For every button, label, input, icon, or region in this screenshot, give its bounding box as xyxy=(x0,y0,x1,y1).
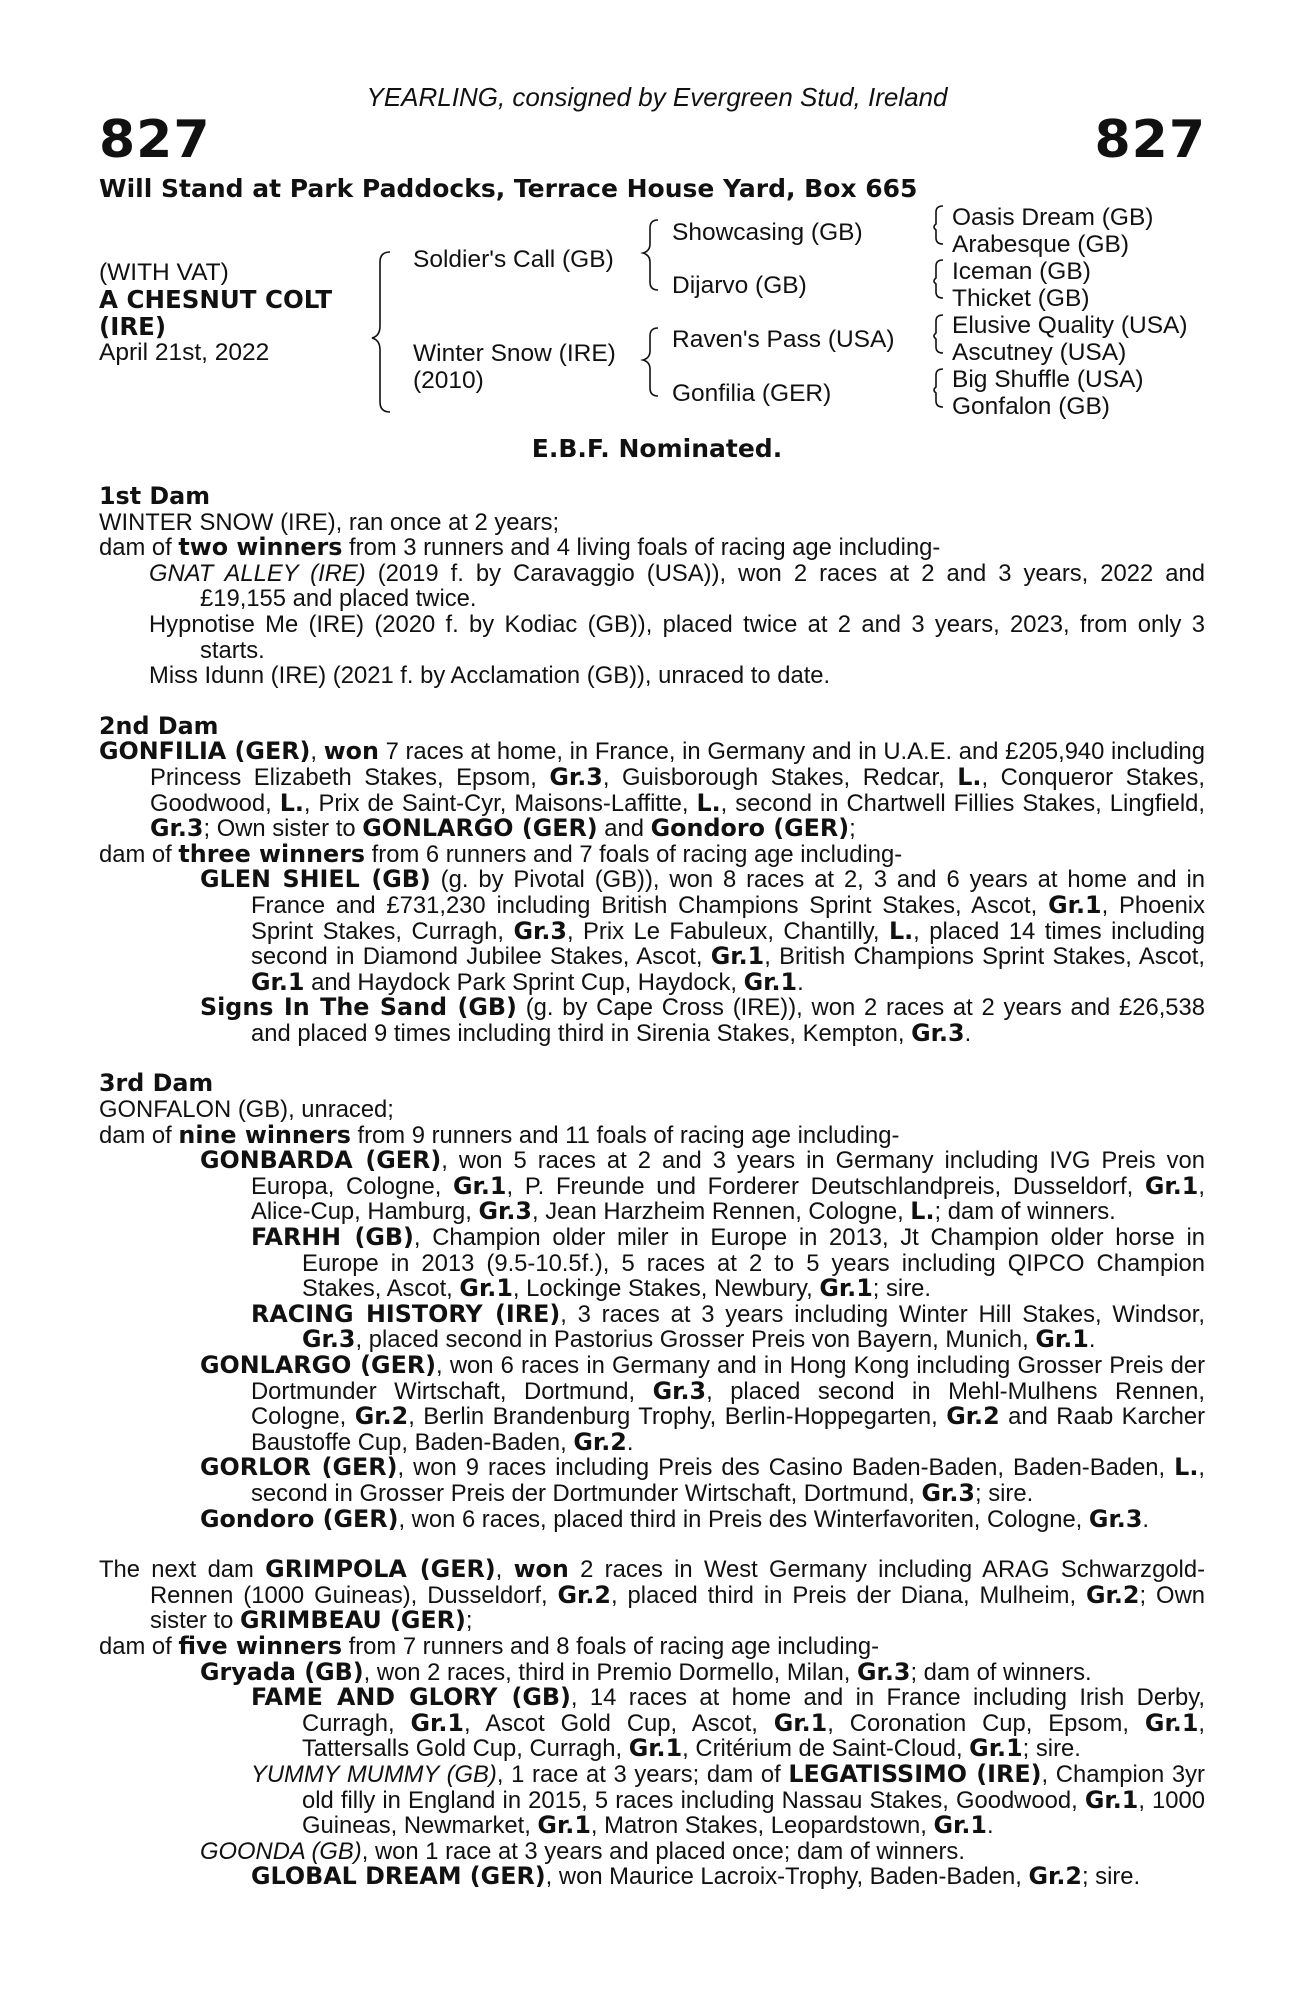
produce-entry: GLEN SHIEL (GB) (g. by Pivotal (GB)), won 8 races at 2, 3 and 6 years at home and in France and £731,230 including British Champions Sprint Stakes, Ascot, Gr.1, Phoenix Sprint Stakes, Curragh, Gr.3, Prix Le Fabuleux, Chantilly, L., placed 14 times including second in Diamond Jubilee Stakes, Ascot, Gr.1, British Champions Sprint Stakes, Ascot, Gr.1 and Haydock Park Sprint Cup, Haydock, Gr.1. xyxy=(200,865,1205,996)
g3-ancestor: Arabesque (GB) xyxy=(952,231,1130,258)
sire-sire-name: Showcasing (GB) xyxy=(672,219,863,246)
produce-entry: Miss Idunn (IRE) (2021 f. by Acclamation (GB)), unraced to date. xyxy=(149,662,831,690)
g3-bracket-2 xyxy=(934,260,943,298)
produce-entry: Gondoro (GER), won 6 races, placed third in Preis des Winterfavoriten, Cologne, Gr.3. xyxy=(200,1504,1150,1533)
produce-entry: Signs In The Sand (GB) (g. by Cape Cross (IRE)), won 2 races at 2 years and £26,538 and placed 9 times including third in Sirenia Stakes, Kempton, Gr.3. xyxy=(200,993,1206,1047)
g3-ancestor: Iceman (GB) xyxy=(952,258,1091,285)
horse-name: GNAT ALLEY (IRE) xyxy=(149,559,366,587)
g3-bracket-4 xyxy=(934,369,943,407)
first-dam-intro: WINTER SNOW (IRE), ran once at 2 years; xyxy=(99,508,560,536)
produce-entry: GOONDA (GB), won 1 race at 3 years and placed once; dam of winners. xyxy=(200,1837,965,1865)
produce-entry: GONLARGO (GER), won 6 races in Germany and in Hong Kong including Grosser Preis der Dortmunder Wirtschaft, Dortmund, Gr.3, placed second in Mehl-Mulhens Rennen, Cologne, Gr.2, Berlin Brandenburg Trophy, Berlin-Hoppegarten, Gr.2 and Raab Karcher Baustoffe Cup, Baden-Baden, Gr.2. xyxy=(200,1351,1205,1456)
vat-note: (WITH VAT) xyxy=(99,259,229,286)
g3-bracket-3 xyxy=(934,315,943,353)
g3-ancestor: Oasis Dream (GB) xyxy=(952,204,1154,231)
lot-country: (IRE) xyxy=(99,312,167,341)
produce-entry: RACING HISTORY (IRE), 3 races at 3 years including Winter Hill Stakes, Windsor, Gr.3, placed second in Pastorius Grosser Preis von Bayern, Munich, Gr.1. xyxy=(251,1299,1206,1354)
second-dam-produce-summary: dam of three winners from 6 runners and 7 foals of racing age including- xyxy=(99,839,903,868)
g3-ancestor: Gonfalon (GB) xyxy=(952,393,1110,420)
dam-name: Winter Snow (IRE) xyxy=(413,340,616,367)
first-dam-title: 1st Dam xyxy=(99,482,210,510)
main-bracket xyxy=(372,252,390,412)
consignment-header: YEARLING, consigned by Evergreen Stud, Ireland xyxy=(366,82,948,112)
g3-ancestor: Elusive Quality (USA) xyxy=(952,312,1188,339)
next-dam-produce-summary: dam of five winners from 7 runners and 8 foals of racing age including- xyxy=(99,1631,880,1660)
sire-dam-name: Dijarvo (GB) xyxy=(672,272,807,299)
sire-bracket xyxy=(643,220,658,290)
second-dam-record: GONFILIA (GER), won 7 races at home, in France, in Germany and in U.A.E. and £205,940 including Princess Elizabeth Stakes, Epsom, Gr.3, Guisborough Stakes, Redcar, L., Conqueror Stakes, Goodwood, L., Prix de Saint-Cyr, Maisons-Laffitte, L., second in Chartwell Fillies Stakes, Lingfield, Gr.3; Own sister to GONLARGO (GER) and Gondoro (GER); xyxy=(99,737,1205,843)
third-dam-intro: GONFALON (GB), unraced; xyxy=(99,1096,394,1124)
third-dam-title: 3rd Dam xyxy=(99,1069,214,1098)
next-dam-record: The next dam GRIMPOLA (GER), won 2 races in West Germany including ARAG Schwarzgold-Rennen (1000 Guineas), Dusseldorf, Gr.2, placed third in Preis der Diana, Mulheim, Gr.2; Own sister to GRIMBEAU (GER); xyxy=(99,1555,1205,1635)
dam-year: (2010) xyxy=(413,367,484,394)
first-dam-produce-summary: dam of two winners from 3 runners and 4 living foals of racing age including- xyxy=(99,533,941,562)
lot-number-left: 827 xyxy=(99,110,211,170)
ebf-nomination: E.B.F. Nominated. xyxy=(531,434,783,463)
g3-ancestor: Ascutney (USA) xyxy=(952,339,1127,366)
produce-entry: FARHH (GB), Champion older miler in Europe in 2013, Jt Champion older horse in Europe in 2013 (9.5-10.5f.), 5 races at 2 to 5 years including QIPCO Champion Stakes, Ascot, Gr.1, Lockinge Stakes, Newbury, Gr.1; sire. xyxy=(251,1223,1205,1303)
third-dam-produce-summary: dam of nine winners from 9 runners and 11 foals of racing age including- xyxy=(99,1120,900,1149)
produce-entry: YUMMY MUMMY (GB), 1 race at 3 years; dam of LEGATISSIMO (IRE), Champion 3yr old filly in England in 2015, 5 races including Nassau Stakes, Goodwood, Gr.1, 1000 Guineas, Newmarket, Gr.1, Matron Stakes, Leopardstown, Gr.1. xyxy=(251,1759,1205,1840)
second-dam-title: 2nd Dam xyxy=(99,711,219,740)
stand-location: Will Stand at Park Paddocks, Terrace House Yard, Box 665 xyxy=(99,174,918,203)
produce-entry: GLOBAL DREAM (GER), won Maurice Lacroix-Trophy, Baden-Baden, Gr.2; sire. xyxy=(251,1862,1141,1891)
produce-entry: Hypnotise Me (IRE) (2020 f. by Kodiac (GB)), placed twice at 2 and 3 years, 2023, from only 3 starts. xyxy=(149,610,1205,664)
catalogue-body xyxy=(99,484,1205,1890)
dam-bracket xyxy=(643,328,658,396)
g3-bracket-1 xyxy=(934,206,943,244)
produce-entry: Gryada (GB), won 2 races, third in Premio Dormello, Milan, Gr.3; dam of winners. xyxy=(200,1657,1092,1686)
lot-sex: A CHESNUT COLT xyxy=(99,285,333,314)
foaling-date: April 21st, 2022 xyxy=(99,339,270,366)
dam-sire-name: Raven's Pass (USA) xyxy=(672,326,895,353)
produce-entry: GORLOR (GER), won 9 races including Preis des Casino Baden-Baden, Baden-Baden, L., second in Grosser Preis der Dortmunder Wirtschaft, Dortmund, Gr.3; sire. xyxy=(200,1453,1205,1507)
produce-entry: GONBARDA (GER), won 5 races at 2 and 3 years in Germany including IVG Preis von Europa, Cologne, Gr.1, P. Freunde und Forderer Deutschlandpreis, Dusseldorf, Gr.1, Alice-Cup, Hamburg, Gr.3, Jean Harzheim Rennen, Cologne, L.; dam of winners. xyxy=(200,1146,1205,1226)
lot-number-right: 827 xyxy=(1094,110,1206,170)
g3-ancestor: Big Shuffle (USA) xyxy=(952,366,1144,393)
produce-entry: FAME AND GLORY (GB), 14 races at home and in France including Irish Derby, Curragh, Gr.1, Ascot Gold Cup, Ascot, Gr.1, Coronation Cup, Epsom, Gr.1, Tattersalls Gold Cup, Curragh, Gr.1, Critérium de Saint-Cloud, Gr.1; sire. xyxy=(251,1683,1206,1763)
dam-dam-name: Gonfilia (GER) xyxy=(672,380,832,407)
g3-ancestor: Thicket (GB) xyxy=(952,285,1090,312)
produce-entry: GNAT ALLEY (IRE) (2019 f. by Caravaggio (USA)), won 2 races at 2 and 3 years, 2022 and £19,155 and placed twice. xyxy=(149,559,1205,613)
sire-name: Soldier's Call (GB) xyxy=(413,246,614,273)
